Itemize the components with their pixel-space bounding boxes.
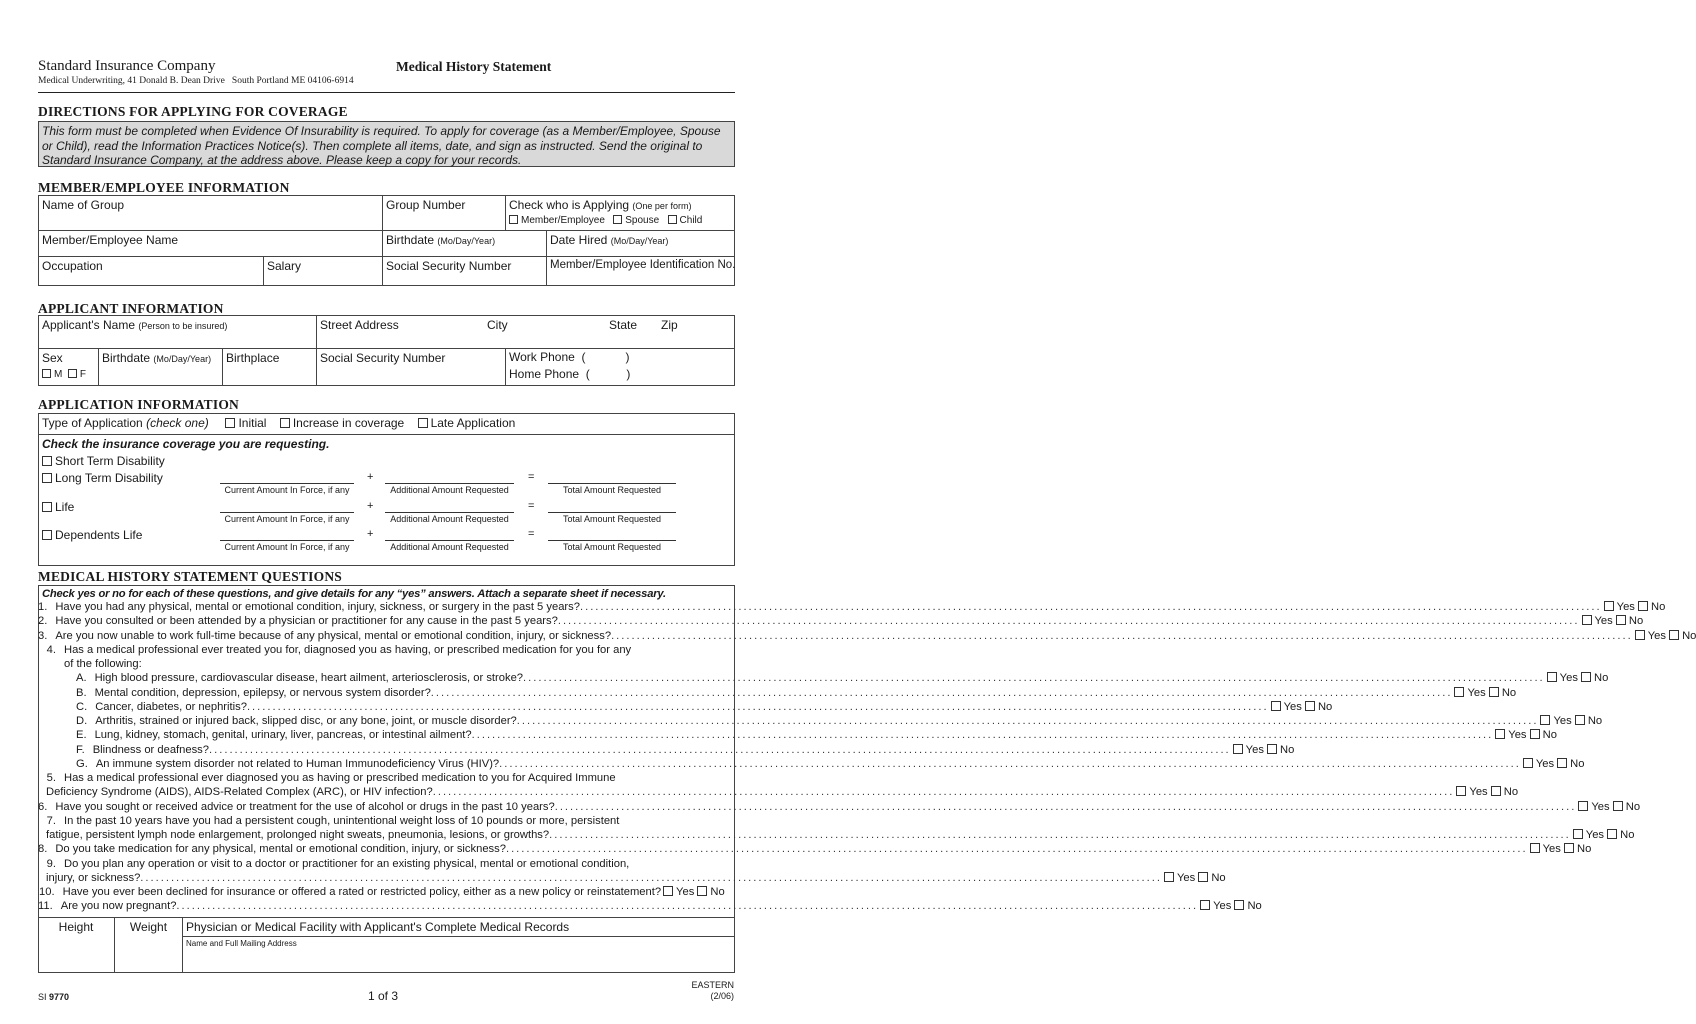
yes-label: Yes [1508,729,1527,742]
dependents-life-option[interactable] [42,528,142,542]
yes-label: Yes [1283,700,1302,713]
no-label: No [1628,615,1644,628]
increase-coverage-checkbox[interactable] [280,418,290,428]
life-option[interactable] [42,500,74,514]
label: Child [679,215,703,226]
label: Street Address [320,318,399,332]
yes-label: Yes [1553,715,1572,727]
question-text: injury, or sickness? [46,871,141,884]
yes-checkbox[interactable] [1495,729,1505,739]
label: Type of Application [42,416,143,430]
yes-no-options [1633,629,1696,643]
label: Member/Employee Identification No. [550,259,736,271]
label: City [487,318,508,332]
no-checkbox[interactable] [1669,630,1679,640]
member-heading: MEMBER/EMPLOYEE INFORMATION [38,180,290,195]
no-checkbox[interactable] [1613,801,1623,811]
dot-leader: ........................................................................................................................................................................................................ [499,757,1521,770]
no-checkbox[interactable] [1489,687,1499,697]
no-checkbox[interactable] [1557,758,1567,768]
yes-no-options [661,885,735,899]
question-text: High blood pressure, cardiovascular disease, heart ailment, arteriosclerosis, or stroke? [94,672,524,685]
question-text: In the past 10 years have you had a persistent cough, unintentional weight loss of 10 pounds or more, persistent [64,814,620,827]
yes-no-options [1571,828,1635,842]
yes-label: Yes [1176,871,1196,884]
yes-no-options [1545,671,1609,685]
yes-checkbox[interactable] [1582,615,1592,625]
sex-field [39,349,99,386]
dot-leader: ........................................................................................................................................................................................................ [516,715,1539,727]
yes-no-options [1538,714,1602,728]
page-number: 1 of 3 [368,989,399,1003]
label: Applicant's Name [42,318,135,332]
question-row [38,814,735,828]
question-text: Arthritis, strained or injured back, slipped disc, or any bone, joint, or muscle disorder? [95,715,517,727]
question-text: Have you had any physical, mental or emotional condition, injury, sickness, or surgery in the past 5 years? [55,601,580,613]
question-text: Lung, kidney, stomach, genital, urinary, liver, pancreas, or intestinal ailment? [94,729,472,742]
no-label: No [1542,729,1557,742]
label: Birthplace [226,351,280,365]
member-employee-checkbox[interactable] [509,215,518,224]
no-label: No [1682,629,1696,642]
no-label: No [1247,900,1262,913]
employee-name-field[interactable] [39,231,383,257]
region-date [691,980,734,1002]
dot-leader: ........................................................................................................................................................................................................ [579,601,1602,613]
form-title: Medical History Statement [396,59,552,74]
question-text: Has a medical professional ever treated you for, diagnosed you as having, or prescribed medication for you for any [64,643,632,656]
weight-field[interactable] [115,918,183,973]
question-row [38,714,1603,728]
label: Check who is Applying [509,198,630,212]
plus-sign: + [367,528,374,540]
label: Life [55,500,75,514]
label: (2/06) [710,991,734,1001]
applicant-ssn-field[interactable] [317,349,506,386]
yes-no-options [1493,728,1557,742]
dot-leader: ........................................................................................................................................................................................................ [430,686,1453,699]
label: (Mo/Day/Year) [437,236,496,246]
male-checkbox[interactable] [42,369,51,378]
equals-sign: = [528,471,535,483]
label: Member/Employee Name [42,233,179,247]
question-row [38,757,1585,771]
question-number: 2. [38,615,48,628]
no-label: No [1620,829,1635,841]
phone-fields[interactable] [506,349,735,386]
question-row [38,614,1644,628]
late-application-checkbox[interactable] [418,418,428,428]
label: Salary [267,259,302,273]
question-number: 1. [38,601,48,613]
medical-heading: MEDICAL HISTORY STATEMENT QUESTIONS [38,569,342,584]
yes-no-options [1580,614,1644,628]
no-checkbox[interactable] [1575,715,1585,725]
yes-checkbox[interactable] [1233,744,1243,754]
no-checkbox[interactable] [1491,786,1501,796]
current-amount-field[interactable]: Current Amount In Force, if any [220,512,354,524]
label: Social Security Number [386,259,512,273]
question-text: Are you now pregnant? [60,900,177,913]
label: Social Security Number [320,351,446,365]
dot-leader: ........................................................................................................................................................................................................ [140,871,1162,884]
yes-label: Yes [1213,900,1232,913]
no-label: No [1625,800,1641,813]
label: (One per form) [632,201,692,211]
dot-leader: ........................................................................................................................................................................................................ [176,900,1199,913]
yes-label: Yes [1585,829,1605,841]
question-number: 10. [39,886,55,898]
question-row [38,899,1262,913]
no-checkbox[interactable] [1305,701,1315,711]
yes-label: Yes [1591,800,1610,813]
ltd-option[interactable] [42,471,163,485]
label: Long Term Disability [55,471,163,485]
yes-no-options [1231,743,1295,757]
application-heading: APPLICATION INFORMATION [38,397,239,412]
yes-label: Yes [1245,743,1264,756]
question-text: Cancer, diabetes, or nephritis? [95,700,247,713]
question-row [38,871,1226,885]
company-address: Medical Underwriting, 41 Donald B. Dean Drive South Portland ME 04106-6914 [38,76,354,86]
coverage-instructions: Check the insurance coverage you are requesting. [42,437,330,451]
label: Height [58,920,94,934]
label: (check one) [146,416,209,430]
question-number: 5. [46,772,56,784]
ltd-checkbox[interactable] [42,473,52,483]
work-phone-label: Work Phone ( ) [509,350,630,364]
dependents-life-checkbox[interactable] [42,530,52,540]
applicant-birthdate-field[interactable] [99,349,223,386]
application-box [38,413,735,566]
total-amount-field[interactable]: Total Amount Requested [548,483,676,495]
dot-leader: ........................................................................................................................................................................................................ [209,743,1231,756]
dot-leader: ........................................................................................................................................................................................................ [554,800,1577,813]
yes-checkbox[interactable] [1578,801,1588,811]
yes-label: Yes [1535,757,1555,770]
question-number: 3. [38,629,48,642]
label: Spouse [625,215,660,226]
label: Zip [661,318,678,332]
label: Weight [129,920,168,934]
application-type-row [39,414,734,435]
dot-leader: ........................................................................................................................................................................................................ [611,629,1633,642]
question-text: Do you take medication for any physical, mental or emotional condition, injury, or sickness? [55,843,506,856]
yes-checkbox[interactable] [1573,829,1583,839]
yes-checkbox[interactable] [1164,872,1174,882]
spouse-checkbox[interactable] [613,215,622,224]
physician-address-field[interactable] [183,937,735,973]
question-row [38,828,1635,842]
life-checkbox[interactable] [42,502,52,512]
applicant-name-field[interactable] [39,316,317,349]
question-number: 4. [46,643,56,656]
question-text: Have you sought or received advice or treatment for the use of alcohol or drugs in the past 10 years? [55,800,555,813]
label: EASTERN [691,980,734,990]
no-label: No [1501,686,1517,699]
medical-instructions: Check yes or no for each of these questions, and give details for any “yes” answers. Attach a separate sheet if necessary. [42,588,666,600]
dot-leader: ........................................................................................................................................................................................................ [246,700,1269,713]
yes-checkbox[interactable] [1454,687,1464,697]
label: 9770 [49,992,70,1002]
additional-amount-field[interactable]: Additional Amount Requested [385,512,514,524]
birthplace-field[interactable] [223,349,317,386]
yes-checkbox[interactable] [1604,601,1614,611]
yes-checkbox[interactable] [1530,843,1540,853]
height-field[interactable] [38,918,115,973]
no-label: No [1594,672,1609,685]
question-number: E. [76,729,87,742]
header-rule [38,92,735,93]
question-row [38,800,1641,814]
equals-sign: = [528,500,535,512]
yes-checkbox[interactable] [1456,786,1466,796]
question-number [38,785,46,799]
dot-leader: ........................................................................................................................................................................................................ [505,843,1528,856]
current-amount-field[interactable]: Current Amount In Force, if any [220,540,354,552]
question-text: Blindness or deafness? [92,743,210,756]
label: Dependents Life [55,528,143,542]
yes-label: Yes [1647,629,1666,642]
no-checkbox[interactable] [1267,744,1277,754]
total-amount-field[interactable]: Total Amount Requested [548,512,676,524]
no-label: No [1503,786,1519,799]
label: SI [38,992,47,1002]
yes-no-options [1576,800,1640,814]
records-table [38,917,735,973]
yes-checkbox[interactable] [1547,672,1557,682]
question-text: Do you plan any operation or visit to a doctor or practitioner for an existing physical, mental or emotional condition, [64,857,630,870]
question-text: Are you now unable to work full-time because of any physical, mental or emotional condition, injury, or sickness? [55,629,612,642]
question-row [38,771,735,785]
salary-field[interactable] [264,257,383,286]
no-checkbox[interactable] [1616,615,1626,625]
yes-label: Yes [1467,686,1486,699]
physician-header: Physician or Medical Facility with Applicant's Complete Medical Records [183,918,735,937]
yes-checkbox[interactable] [663,886,673,896]
label: Initial [238,416,267,430]
label: M [54,369,63,380]
yes-no-options [1198,899,1262,913]
dot-leader: ........................................................................................................................................................................................................ [432,786,1455,799]
current-amount-field[interactable]: Current Amount In Force, if any [220,483,354,495]
yes-label: Yes [1559,672,1578,685]
question-number: 6. [38,800,48,813]
question-number [38,828,46,842]
question-number [38,657,64,671]
label: Group Number [386,198,466,212]
label: Increase in coverage [292,416,405,430]
yes-no-options [1162,871,1226,885]
yes-checkbox[interactable] [1271,701,1281,711]
directions-heading: DIRECTIONS FOR APPLYING FOR COVERAGE [38,104,348,119]
question-number [38,871,46,885]
label: (Person to be insured) [138,321,228,331]
dot-leader: ........................................................................................................................................................................................................ [471,729,1494,742]
yes-label: Yes [676,886,695,898]
question-row [38,657,735,671]
name-of-group-field[interactable] [39,196,383,231]
question-number: D. [76,715,88,727]
group-number-field[interactable] [383,196,506,231]
label: Birthdate [386,233,435,247]
label: Occupation [42,259,103,273]
std-option[interactable] [42,454,165,468]
no-checkbox[interactable] [1607,829,1617,839]
yes-no-options [1602,600,1666,614]
question-number: 7. [46,814,56,827]
label: State [609,318,638,332]
label: Short Term Disability [55,454,165,468]
no-checkbox[interactable] [1234,900,1244,910]
birthdate-field[interactable] [383,231,547,257]
yes-checkbox[interactable] [1200,900,1210,910]
female-checkbox[interactable] [68,369,77,378]
no-checkbox[interactable] [1581,672,1591,682]
question-number: G. [76,757,88,770]
label: Name and Full Mailing Address [186,939,297,948]
dot-leader: ........................................................................................................................................................................................................ [549,829,1571,841]
no-label: No [1317,700,1333,713]
question-row [38,643,735,657]
employee-id-field[interactable] [547,257,735,286]
form-number [38,992,69,1002]
no-label: No [1576,843,1592,856]
yes-label: Yes [1594,615,1613,628]
date-hired-field[interactable] [547,231,735,257]
dot-leader: ........................................................................................................................................................................................................ [523,672,1545,685]
question-text: Have you ever been declined for insurance or offered a rated or restricted policy, either as a new policy or reinstatement? [62,886,662,898]
equals-sign: = [528,528,535,540]
member-table [38,195,735,286]
child-checkbox[interactable] [668,215,677,224]
no-label: No [1280,743,1295,756]
no-label: No [1651,601,1666,613]
label: Name of Group [42,198,125,212]
question-number: 11. [38,900,53,913]
question-number: A. [76,672,87,685]
home-phone-label: Home Phone ( ) [509,367,631,381]
question-number: 8. [38,843,48,856]
question-text: An immune system disorder not related to Human Immunodeficiency Virus (HIV)? [95,757,500,770]
no-checkbox[interactable] [1530,729,1540,739]
question-number: F. [76,743,85,756]
question-row [38,743,1295,757]
no-label: No [1211,871,1226,884]
directions-text: This form must be completed when Evidence Of Insurability is required. To apply for coverage (as a Member/Employee, Spouse or Child), read the Information Practices Notice(s). Then complete all items, date, and sign as instructed. Send the original to Standard Insurance Company, at the address above. Please keep a copy for your records. [38,121,735,167]
yes-no-options [1452,686,1516,700]
question-number: C. [76,700,88,713]
additional-amount-field[interactable]: Additional Amount Requested [385,483,514,495]
question-row [38,700,1333,714]
dot-leader: ........................................................................................................................................................................................................ [557,615,1580,628]
question-row [38,857,735,871]
plus-sign: + [367,471,374,483]
question-number: 9. [46,857,56,870]
no-label: No [710,886,725,898]
yes-checkbox[interactable] [1523,758,1533,768]
label: (Mo/Day/Year) [153,354,212,364]
occupation-field[interactable] [39,257,264,286]
question-row [38,885,735,899]
company-name: Standard Insurance Company [38,58,216,74]
address-field[interactable] [317,316,735,349]
plus-sign: + [367,500,374,512]
std-checkbox[interactable] [42,456,52,466]
question-text: Mental condition, depression, epilepsy, or nervous system disorder? [94,686,431,699]
applicant-table [38,315,735,386]
yes-no-options [1528,842,1592,856]
question-row [38,600,1666,614]
ssn-field[interactable] [383,257,547,286]
yes-label: Yes [1616,601,1635,613]
yes-checkbox[interactable] [1635,630,1645,640]
check-who-applying [506,196,735,231]
total-amount-field[interactable]: Total Amount Requested [548,540,676,552]
yes-no-options [1269,700,1333,714]
no-label: No [1587,715,1603,727]
no-checkbox[interactable] [1638,601,1648,611]
yes-checkbox[interactable] [1540,715,1550,725]
yes-label: Yes [1469,786,1488,799]
no-checkbox[interactable] [1564,843,1574,853]
question-row [38,671,1609,685]
label: Late Application [430,416,516,430]
label: Sex [42,351,63,365]
question-row [38,629,1696,643]
question-number: B. [76,686,87,699]
yes-label: Yes [1542,843,1561,856]
initial-checkbox[interactable] [225,418,235,428]
question-text: of the following: [64,658,142,670]
yes-no-options [1454,785,1518,799]
no-label: No [1570,757,1585,770]
question-row [38,842,1592,856]
additional-amount-field[interactable]: Additional Amount Requested [385,540,514,552]
label: F [79,369,87,380]
applicant-heading: APPLICANT INFORMATION [38,301,224,316]
yes-no-options [1521,757,1585,771]
question-text: Has a medical professional ever diagnosed you as having or prescribed medication to you for Acquired Immune [64,772,616,784]
no-checkbox[interactable] [697,886,707,896]
question-text: Have you consulted or been attended by a physician or practitioner for any cause in the past 5 years? [55,615,558,628]
question-text: Deficiency Syndrome (AIDS), AIDS-Related Complex (ARC), or HIV infection? [46,786,433,799]
question-text: fatigue, persistent lymph node enlargement, prolonged night sweats, pneumonia, lesions, or growths? [46,829,550,841]
label: Member/Employee [521,215,605,226]
question-row [38,686,1517,700]
question-row [38,728,1557,742]
label: (Mo/Day/Year) [610,236,669,246]
no-checkbox[interactable] [1198,872,1208,882]
label: Date Hired [550,233,608,247]
question-row [38,785,1519,799]
label: Birthdate [102,351,151,365]
